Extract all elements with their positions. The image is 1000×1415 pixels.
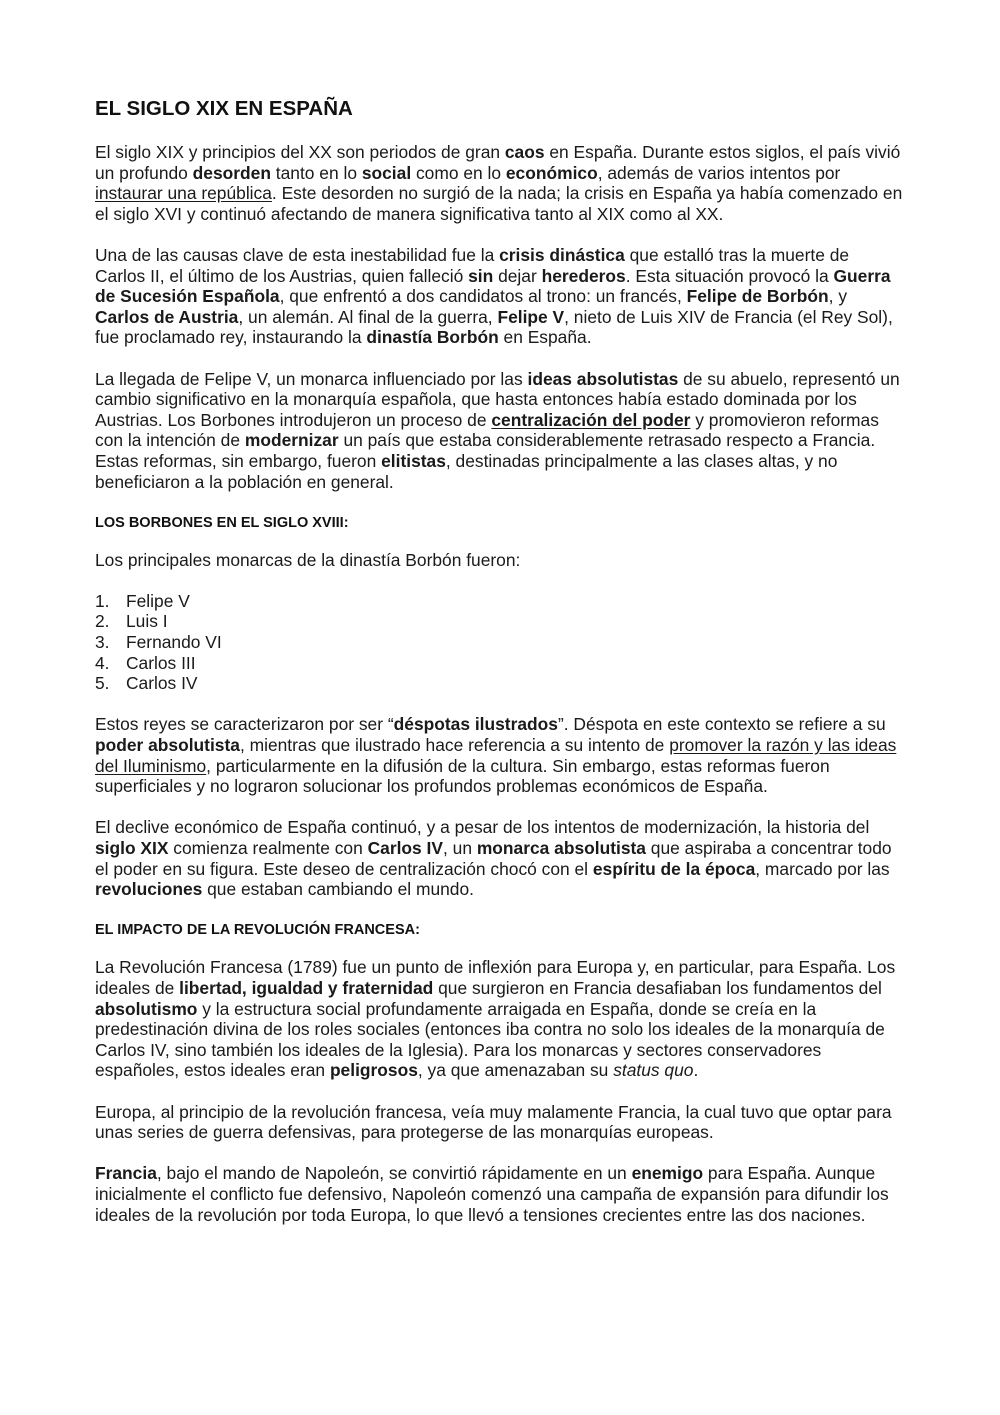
- bold-text: Carlos de Austria: [95, 306, 239, 327]
- bold-text: caos: [504, 142, 545, 162]
- underlined-text: instaurar una república: [95, 183, 272, 204]
- bold-text: elitistas: [381, 450, 446, 471]
- bold-text: siglo XIX: [95, 838, 169, 858]
- document-body: [95, 142, 903, 1225]
- bold-text: peligrosos: [329, 1060, 418, 1081]
- bold-text: libertad, igualdad y fraternidad: [179, 977, 434, 998]
- list-item-text: Fernando VI: [126, 632, 222, 653]
- section-heading: LOS BORBONES EN EL SIGLO XVIII:: [95, 514, 349, 531]
- paragraph: Estos reyes se caracterizaron por ser “déspotas ilustrados”. Déspota en este contexto se refiere a su poder absolutista, mientras que ilustrado hace referencia a su intento de promover la razón y las ideas del Iluminismo, particularmente en la difusión de la cultura. Sin embargo, estas reformas fueron superficiales y no lograron solucionar los profundos problemas económicos de España.: [95, 714, 897, 797]
- paragraph: El siglo XIX y principios del XX son periodos de gran caos en España. Durante estos siglos, el país vivió un profundo desorden tanto en lo social como en lo económico, además de varios intentos por instaurar una república. Este desorden no surgió de la nada; la crisis en España ya había comenzado en el siglo XVI y continuó afectando de manera significativa tanto al XIX como al XX.: [95, 142, 903, 224]
- bold-text: económico: [505, 162, 598, 183]
- paragraph: Europa, al principio de la revolución francesa, veía muy malamente Francia, la cual tuvo que optar para unas series de guerra defensivas, para protegerse de las monarquías europeas.: [95, 1101, 892, 1143]
- bold-text: poder absolutista: [95, 735, 240, 756]
- bold-text: crisis dinástica: [499, 244, 625, 265]
- list-number: 3.: [95, 632, 110, 653]
- bold-text: Carlos IV: [367, 838, 443, 858]
- paragraph: Francia, bajo el mando de Napoleón, se convirtió rápidamente en un enemigo para España. Aunque inicialmente el conflicto fue defensivo, Napoleón comenzó una campaña de expansión para difundir los ideales de la revolución por toda Europa, lo que llevó a tensiones crecientes entre las dos naciones.: [95, 1163, 889, 1225]
- bold-text: absolutismo: [95, 998, 198, 1019]
- paragraph: La Revolución Francesa (1789) fue un punto de inflexión para Europa y, en particular, para España. Los ideales de libertad, igualdad y fraternidad que surgieron en Francia desafiaban los fundamentos del absolutismo y la estructura social profundamente arraigada en España, donde se creía en la predestinación divina de los roles sociales (entonces iba contra no solo los ideales de la monarquía de Carlos IV, sino también los ideales de la Iglesia). Para los monarcas y sectores conservadores españoles, estos ideales eran peligrosos, ya que amenazaban su status quo.: [95, 957, 896, 1081]
- page-title: EL SIGLO XIX EN ESPAÑA: [95, 97, 353, 120]
- list-number: 5.: [95, 673, 110, 694]
- list-item-text: Carlos III: [126, 652, 196, 673]
- bold-text: espíritu de la época: [592, 858, 756, 879]
- list-item-text: Luis I: [126, 611, 168, 632]
- list-item-text: Felipe V: [126, 590, 190, 611]
- monarch-list: [95, 591, 903, 694]
- list-item: [95, 673, 903, 694]
- bold-text: desorden: [192, 162, 271, 183]
- paragraph: Una de las causas clave de esta inestabilidad fue la crisis dinástica que estalló tras la muerte de Carlos II, el último de los Austrias, quien falleció sin dejar herederos. Esta situación provocó la Guerra de Sucesión Española, que enfrentó a dos candidatos al trono: un francés, Felipe de Borbón, y Carlos de Austria, un alemán. Al final de la guerra, Felipe V, nieto de Luis XIV de Francia (el Rey Sol), fue proclamado rey, instaurando la dinastía Borbón en España.: [95, 244, 893, 348]
- bold-text: Guerra de Sucesión Española: [95, 265, 891, 307]
- italic-text: status quo: [613, 1060, 694, 1081]
- paragraph: Los principales monarcas de la dinastía Borbón fueron:: [95, 549, 521, 570]
- bold-text: social: [361, 162, 412, 183]
- paragraph: El declive económico de España continuó, y a pesar de los intentos de modernización, la historia del siglo XIX comienza realmente con Carlos IV, un monarca absolutista que aspiraba a concentrar todo el poder en su figura. Este deseo de centralización chocó con el espíritu de la época, marcado por las revoluciones que estaban cambiando el mundo.: [95, 817, 892, 900]
- bold-text: Felipe V: [497, 306, 565, 327]
- list-item: [95, 591, 903, 612]
- bold-text: herederos: [541, 265, 626, 286]
- list-item-text: Carlos IV: [126, 673, 198, 694]
- underlined-text: promover la razón y las ideas del Iluminismo: [95, 735, 897, 776]
- bold-text: revoluciones: [95, 879, 203, 900]
- list-item: [95, 611, 903, 632]
- bold-text: Francia: [95, 1163, 157, 1184]
- underlined-text: centralización del poder: [491, 409, 691, 430]
- list-number: 1.: [95, 590, 110, 611]
- section-heading: EL IMPACTO DE LA REVOLUCIÓN FRANCESA:: [95, 922, 420, 939]
- bold-text: sin: [468, 265, 494, 286]
- bold-text: déspotas ilustrados: [393, 714, 558, 735]
- list-number: 2.: [95, 611, 110, 632]
- bold-text: enemigo: [631, 1163, 704, 1184]
- bold-text: monarca absolutista: [476, 838, 646, 858]
- bold-text: ideas absolutistas: [527, 368, 679, 389]
- list-number: 4.: [95, 652, 110, 673]
- list-item: [95, 632, 903, 653]
- bold-text: Felipe de Borbón: [686, 286, 829, 307]
- document-page: [95, 96, 903, 1246]
- bold-text: dinastía Borbón: [366, 327, 499, 348]
- bold-text: modernizar: [244, 430, 339, 451]
- paragraph: La llegada de Felipe V, un monarca influenciado por las ideas absolutistas de su abuelo, representó un cambio significativo en la monarquía española, que hasta entonces había estado dominada por los Austrias. Los Borbones introdujeron un proceso de centralización del poder y promovieron reformas con la intención de modernizar un país que estaba considerablemente retrasado respecto a Francia. Estas reformas, sin embargo, fueron elitistas, destinadas principalmente a las clases altas, y no beneficiaron a la población en general.: [95, 368, 900, 492]
- list-item: [95, 653, 903, 674]
